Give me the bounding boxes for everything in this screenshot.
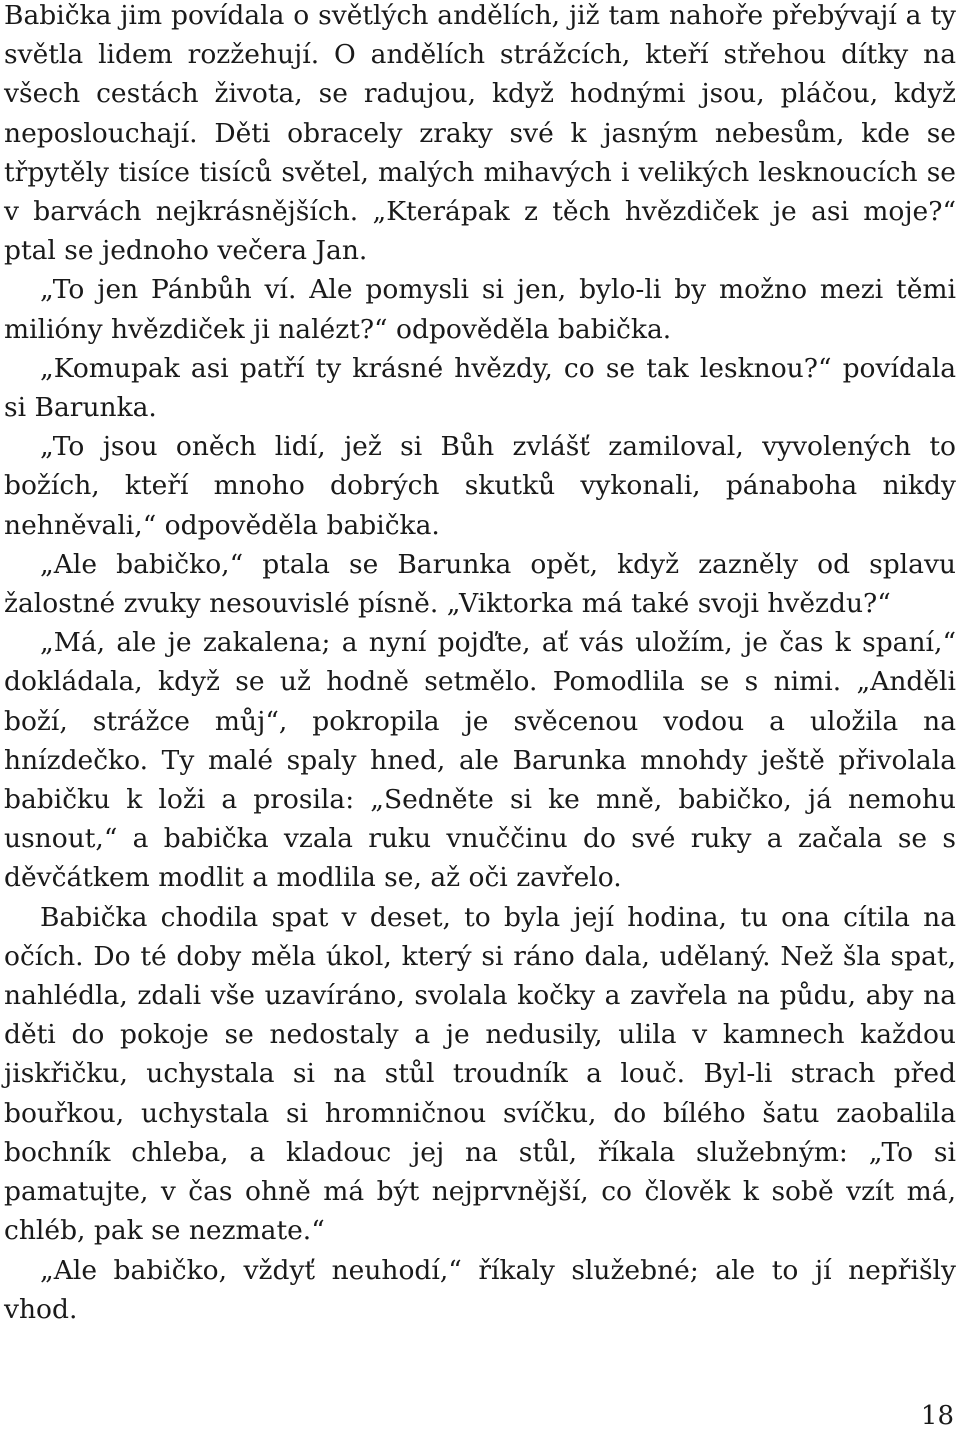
paragraph: Babička chodila spat v deset, to byla její hodina, tu ona cítila na očích. Do té doby měla úkol, který si ráno dala, udělaný. Než šla spat, nahlédla, zdali vše uzavíráno, svolala kočky a zavřela na půdu, aby na děti do pokoje se nedostaly a je nedusily, ulila v kamnech každou jiskřičku, uchystala si na stůl troudník a louč. Byl-li strach před bouřkou, uchystala si hromničnou svíčku, do bílého šatu zaobalila bochník chleba, a kladouc jej na stůl, říkala služebným: „To si pamatujte, v čas ohně má být nejprvnější, co člověk k sobě vzít má, chléb, pak se nezmate.“	[4, 901, 956, 1247]
page-number: 18	[920, 1401, 954, 1431]
paragraph: „Komupak asi patří ty krásné hvězdy, co se tak lesknou?“ povídala si Barunka.	[4, 352, 956, 424]
paragraph: „To jen Pánbůh ví. Ale pomysli si jen, bylo-li by možno mezi těmi milióny hvězdiček ji nalézt?“ odpověděla babička.	[4, 274, 956, 345]
body-text	[4, 0, 956, 1329]
paragraph: „Ale babičko,“ ptala se Barunka opět, když zazněly od splavu žalostné zvuky nesouvislé písně. „Viktorka má také svoji hvězdu?“	[4, 548, 956, 620]
paragraph: „Má, ale je zakalena; a nyní pojďte, ať vás uložím, je čas k spaní,“ dokládala, když se už hodně setmělo. Pomodlila se s nimi. „Anděli boží, strážce můj“, pokropila je svěcenou vodou a uložila na hnízdečko. Ty malé spaly hned, ale Barunka mnohdy ještě přivolala babičku k loži a prosila: „Sedněte si ke mně, babičko, já nemohu usnout,“ a babička vzala ruku vnuččinu do své ruky a začala se s děvčátkem modlit a modlila se, až oči zavřelo.	[4, 627, 956, 894]
paragraph: Babička jim povídala o světlých andělích, již tam nahoře přebývají a ty světla lidem rozžehují. O andělích strážcích, kteří střehou dítky na všech cestách života, se radujou, když hodnými jsou, pláčou, když neposlouchají. Děti obracely zraky své k jasným nebesům, kde se třpytěly tisíce tisíců světel, malých mihavých i velikých lesknoucích se v barvách nejkrásnějších. „Kterápak z těch hvězdiček je asi moje?“ ptal se jednoho večera Jan.	[4, 0, 956, 267]
paragraph: „Ale babičko, vždyť neuhodí,“ říkaly služebné; ale to jí nepřišly vhod.	[4, 1254, 956, 1325]
paragraph: „To jsou oněch lidí, jež si Bůh zvlášť zamiloval, vyvolených to božích, kteří mnoho dobrých skutků vykonali, pánaboha nikdy nehněvali,“ odpověděla babička.	[4, 431, 956, 541]
